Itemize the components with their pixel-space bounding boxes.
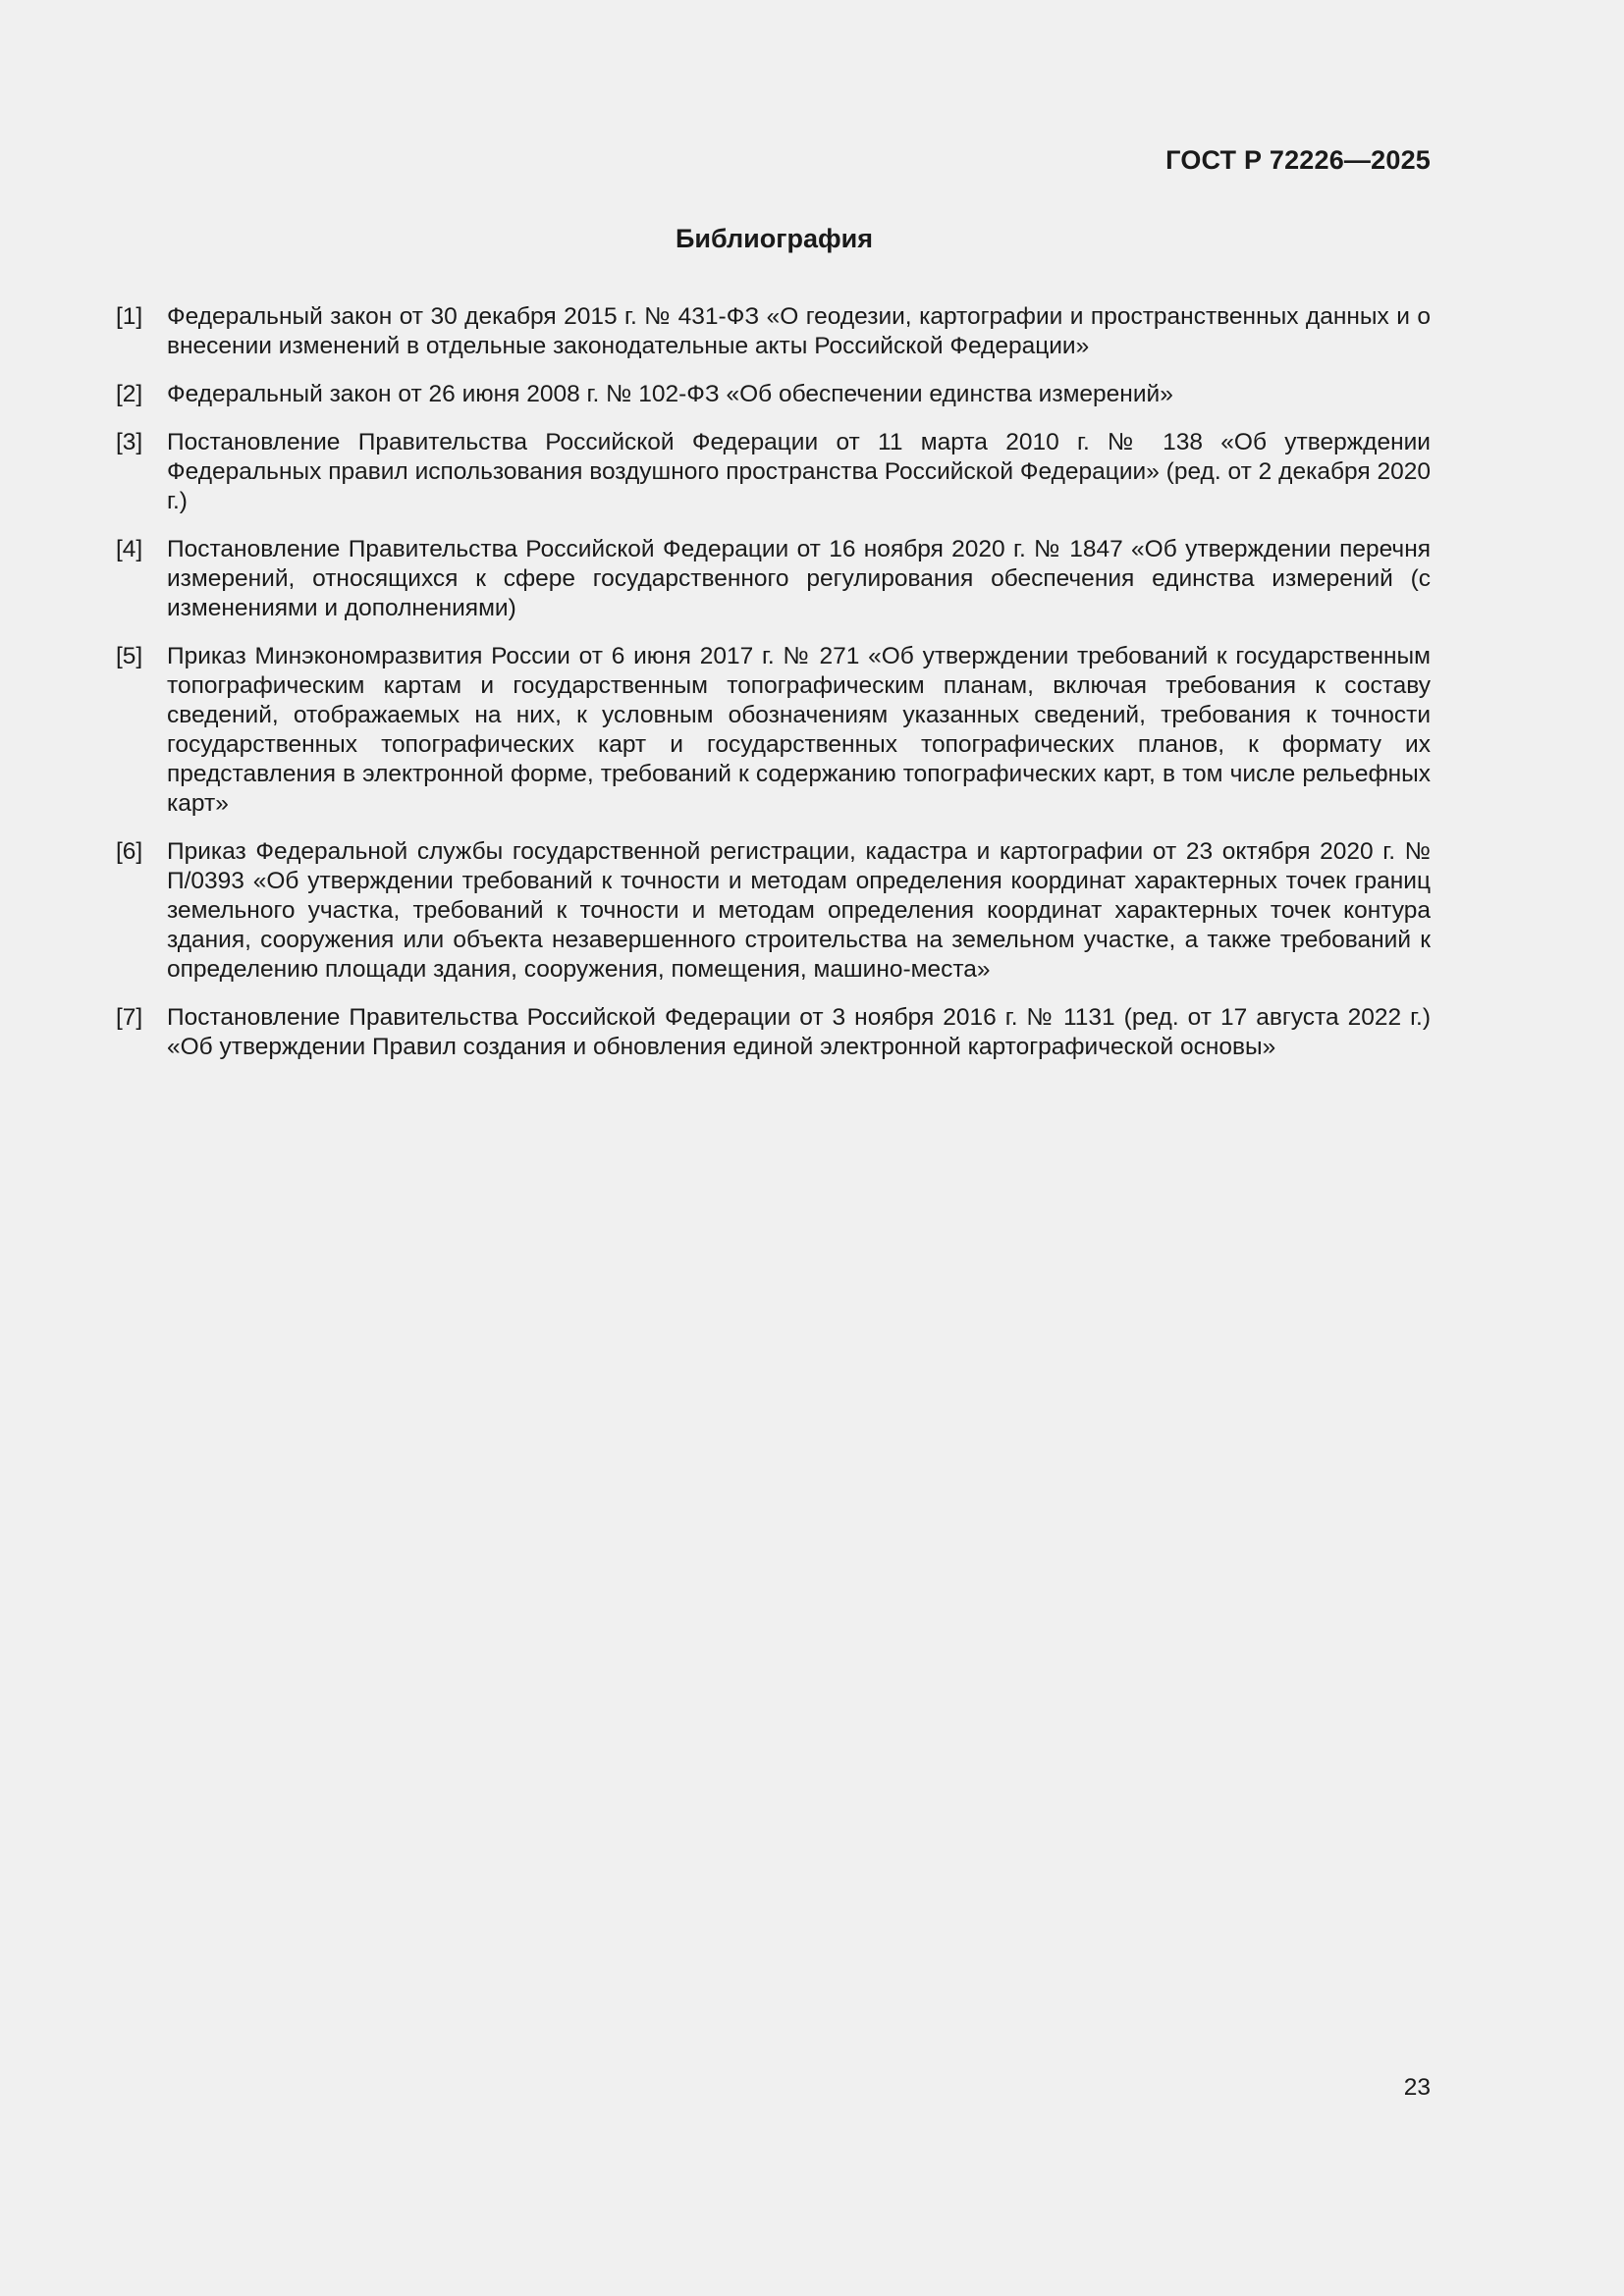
page-number: 23	[1403, 2074, 1431, 2101]
entry-text: Постановление Правительства Российской Федерации от 16 ноября 2020 г. № 1847 «Об утверждении перечня измерений, относящихся к сфере государственного регулирования обеспечения единства измерений (с изменениями и дополнениями)	[167, 536, 1431, 621]
bibliography-entry	[116, 535, 1431, 623]
entry-text: Федеральный закон от 26 июня 2008 г. № 102-ФЗ «Об обеспечении единства измерений»	[167, 381, 1173, 407]
bibliography-list	[116, 302, 1431, 1081]
bibliography-entry	[116, 302, 1431, 361]
bibliography-entry	[116, 1003, 1431, 1062]
entry-number: [5]	[116, 643, 143, 669]
bibliography-entry	[116, 380, 1431, 409]
document-code: ГОСТ Р 72226—2025	[1165, 145, 1431, 175]
bibliography-entry	[116, 428, 1431, 516]
bibliography-entry	[116, 837, 1431, 985]
entry-text: Федеральный закон от 30 декабря 2015 г. № 431-ФЗ «О геодезии, картографии и пространственных данных и о внесении изменений в отдельные законодательные акты Российской Федерации»	[167, 303, 1431, 359]
entry-number: [7]	[116, 1004, 143, 1031]
entry-text: Постановление Правительства Российской Федерации от 3 ноября 2016 г. № 1131 (ред. от 17 августа 2022 г.) «Об утверждении Правил создания и обновления единой электронной картографической основы»	[167, 1004, 1431, 1060]
entry-text: Постановление Правительства Российской Федерации от 11 марта 2010 г. № 138 «Об утверждении Федеральных правил использования воздушного пространства Российской Федерации» (ред. от 2 декабря 2020 г.)	[167, 429, 1431, 514]
entry-text: Приказ Минэкономразвития России от 6 июня 2017 г. № 271 «Об утверждении требований к государственным топографическим картам и государственным топографическим планам, включая требования к составу сведений, отображаемых на них, к условным обозначениям указанных сведений, требования к точности государственных топографических карт и государственных топографических планов, к формату их представления в электронной форме, требований к содержанию топографических карт, в том числе рельефных карт»	[167, 643, 1431, 817]
entry-number: [1]	[116, 303, 143, 330]
bibliography-entry	[116, 642, 1431, 819]
entry-number: [3]	[116, 429, 143, 455]
section-title: Библиография	[676, 224, 873, 253]
entry-text: Приказ Федеральной службы государственной регистрации, кадастра и картографии от 23 октября 2020 г. № П/0393 «Об утверждении требований к точности и методам определения координат характерных точек границ земельного участка, требований к точности и методам определения координат характерных точек контура здания, сооружения или объекта незавершенного строительства на земельном участке, а также требований к определению площади здания, сооружения, помещения, машино-места»	[167, 838, 1431, 983]
entry-number: [6]	[116, 838, 143, 865]
entry-number: [4]	[116, 536, 143, 562]
entry-number: [2]	[116, 381, 143, 407]
